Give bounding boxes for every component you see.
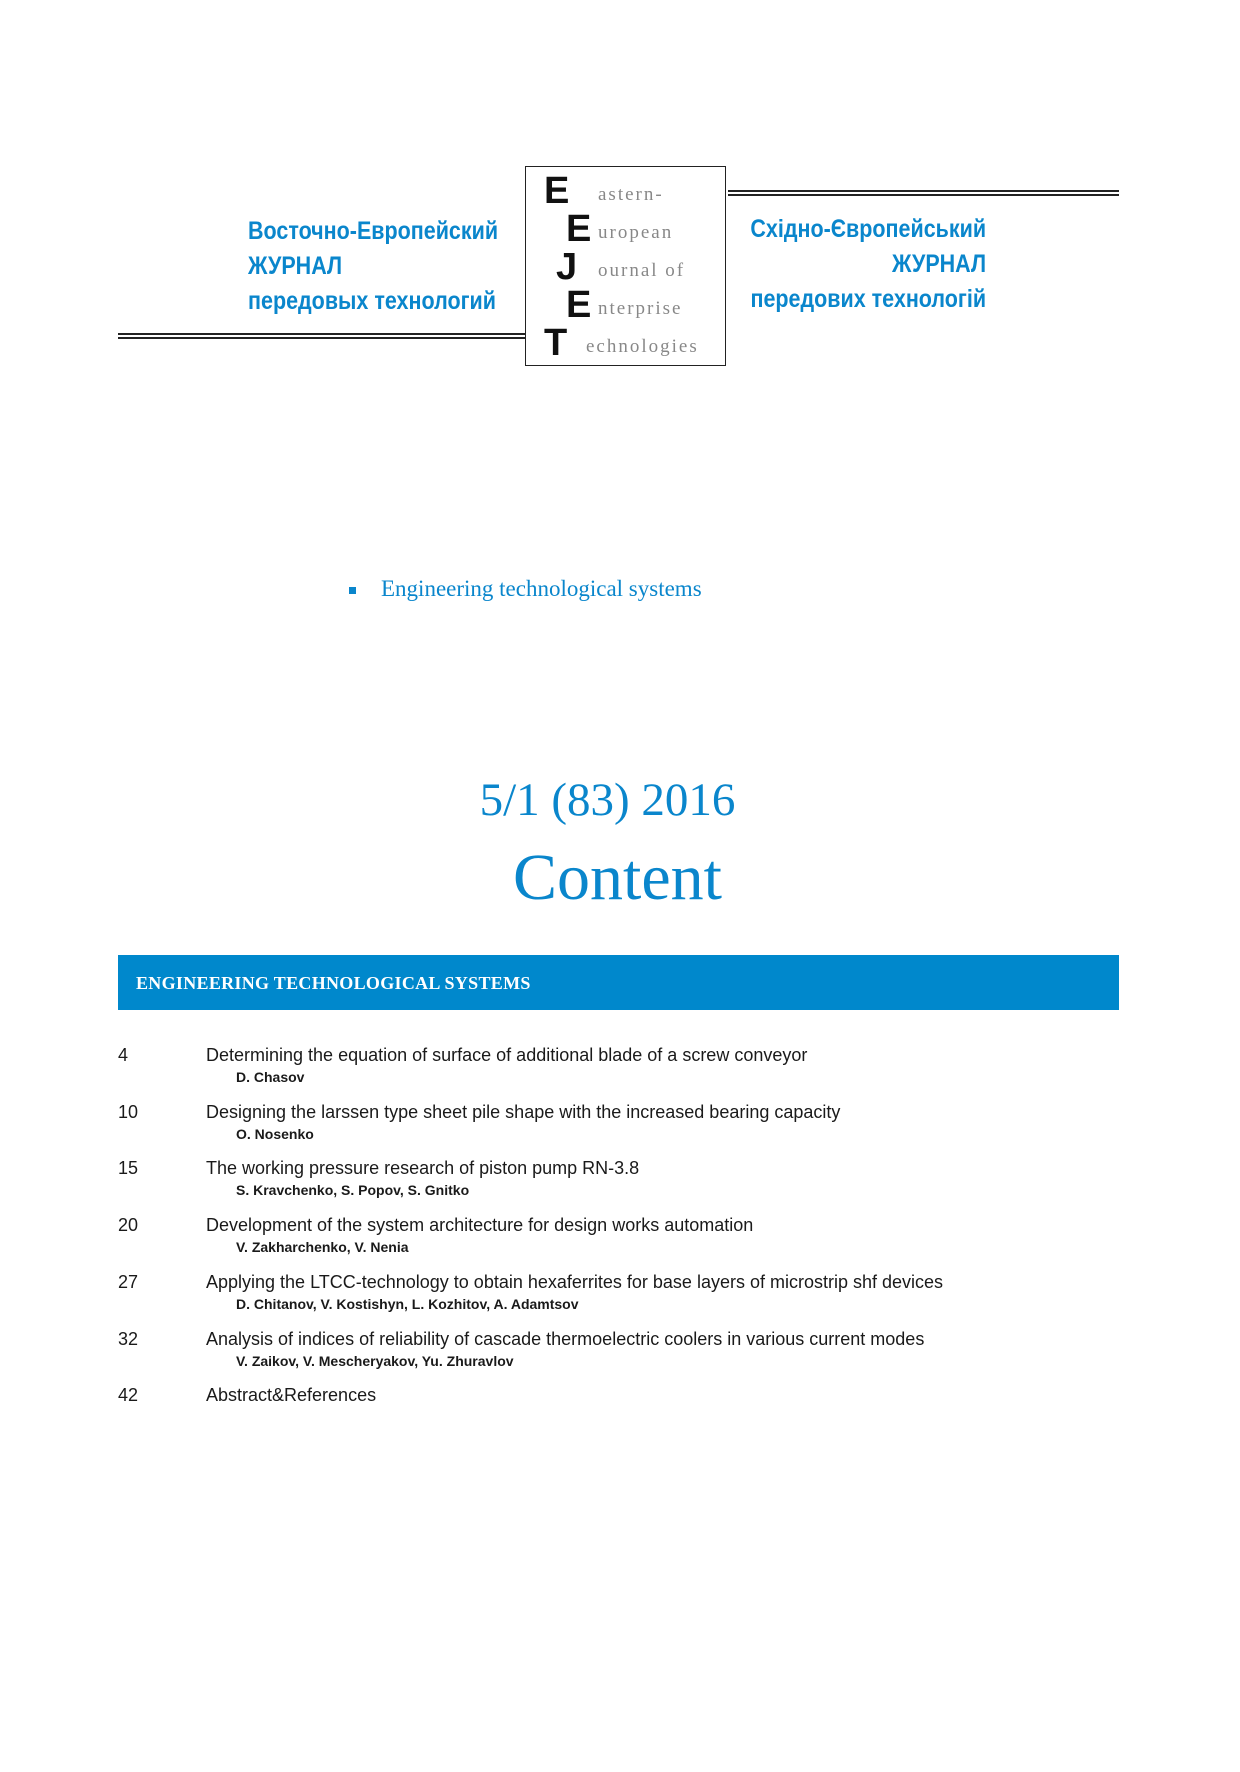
toc-title[interactable]: Abstract&References: [206, 1385, 377, 1406]
journal-logo: [525, 166, 726, 366]
title-line: ЖУРНАЛ: [891, 250, 986, 278]
logo-word: uropean: [598, 222, 674, 243]
title-line: Восточно-Европейский: [248, 217, 499, 245]
title-line: передовых технологий: [248, 287, 496, 315]
logo-word: astern-: [598, 184, 664, 205]
toc-title[interactable]: Analysis of indices of reliability of cascade thermoelectric coolers in various current modes: [206, 1328, 925, 1349]
logo-letter: E: [566, 208, 592, 250]
header-rule-left: [118, 333, 525, 339]
logo-letter: E: [566, 284, 592, 326]
logo-word: nterprise: [598, 298, 683, 319]
toc-page-number: 32: [118, 1328, 139, 1349]
logo-letter: J: [556, 246, 578, 288]
logo-row: [526, 172, 725, 210]
toc-authors: O. Nosenko: [236, 1125, 314, 1142]
toc-title[interactable]: Determining the equation of surface of additional blade of a screw conveyor: [206, 1045, 808, 1065]
toc-authors: S. Kravchenko, S. Popov, S. Gnitko: [236, 1182, 470, 1199]
logo-word: ournal of: [598, 260, 686, 281]
toc-title[interactable]: Development of the system architecture for design works automation: [206, 1215, 754, 1236]
logo-row: [526, 210, 725, 248]
toc-authors: V. Zakharchenko, V. Nenia: [236, 1239, 409, 1256]
toc-title[interactable]: Applying the LTCC-technology to obtain hexaferrites for base layers of microstrip shf devices: [206, 1271, 944, 1292]
section-banner-label: ENGINEERING TECHNOLOGICAL SYSTEMS: [136, 973, 531, 993]
toc-page-number: 20: [118, 1215, 139, 1236]
logo-word: echnologies: [586, 336, 699, 357]
toc-authors: D. Chitanov, V. Kostishyn, L. Kozhitov, A. Adamtsov: [236, 1295, 579, 1312]
section-link[interactable]: Engineering technological systems: [381, 576, 702, 601]
toc-page-number: 15: [118, 1158, 139, 1179]
toc-page-number: 42: [118, 1385, 139, 1406]
logo-letter: E: [544, 170, 570, 212]
toc-page-number: 10: [118, 1101, 139, 1122]
title-line: ЖУРНАЛ: [248, 252, 343, 280]
toc-authors: D. Chasov: [236, 1069, 305, 1085]
title-line: передових технологій: [750, 285, 986, 313]
title-line: Східно-Європейський: [750, 215, 986, 243]
toc-page-number: 4: [118, 1045, 129, 1065]
issue-number: 5/1 (83) 2016: [479, 774, 736, 826]
logo-row: [526, 248, 725, 286]
toc-title[interactable]: The working pressure research of piston pump RN-3.8: [206, 1158, 640, 1179]
toc-title[interactable]: Designing the larssen type sheet pile shape with the increased bearing capacity: [206, 1101, 841, 1122]
section-bullet: [349, 587, 356, 594]
header-rule-right: [728, 190, 1119, 196]
journal-title-ru: [248, 214, 498, 319]
logo-letter: T: [544, 322, 568, 364]
journal-title-ua: [750, 212, 986, 317]
toc-page-number: 27: [118, 1271, 139, 1292]
section-banner: [118, 955, 1119, 1010]
toc-authors: V. Zaikov, V. Mescheryakov, Yu. Zhuravlov: [236, 1352, 514, 1369]
logo-row: [526, 286, 725, 324]
logo-row: [526, 324, 725, 362]
page-title: Content: [513, 841, 722, 914]
